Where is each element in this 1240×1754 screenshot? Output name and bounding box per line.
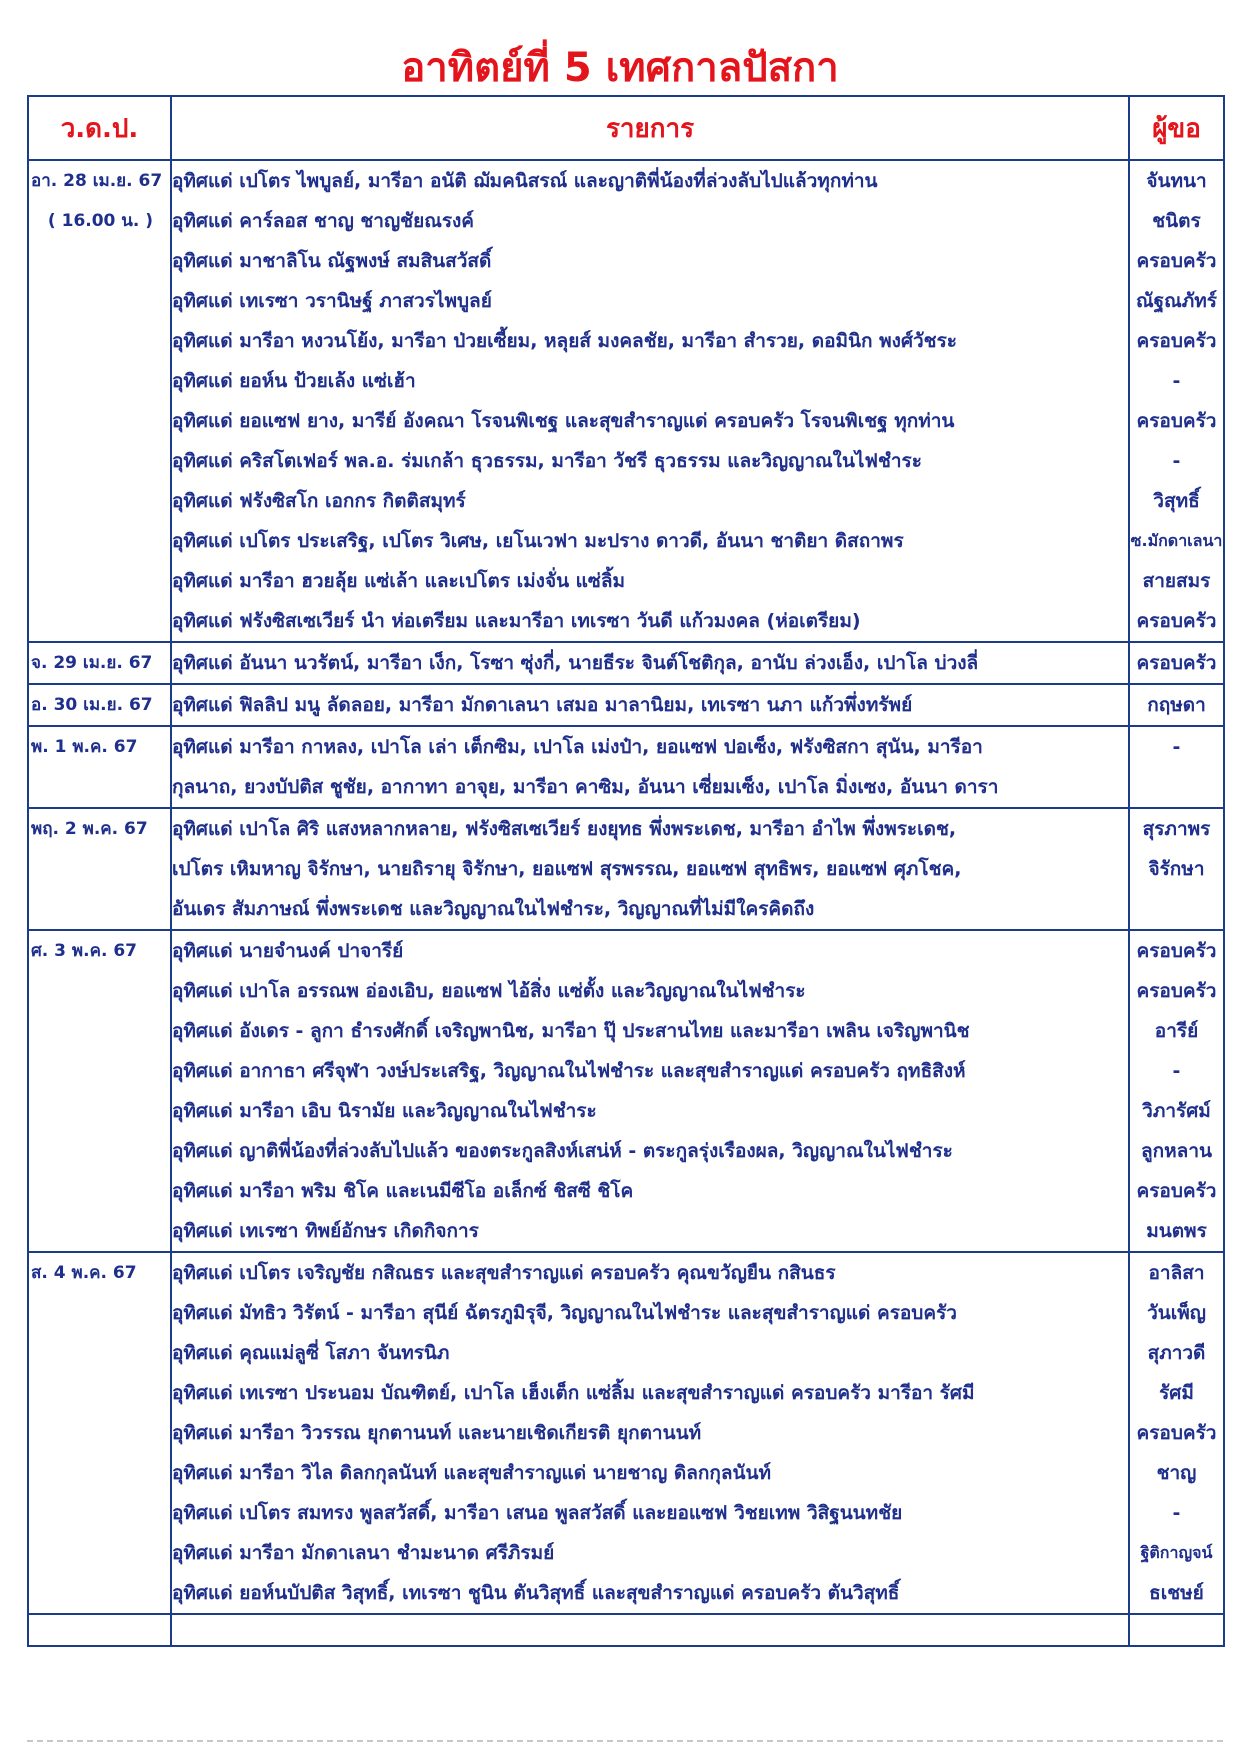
date-cell [28,726,171,808]
items-cell [171,808,1129,930]
requester-name: วิภารัศม์ [1142,1100,1211,1122]
date-label: ส. 4 พ.ค. 67 [31,1263,137,1283]
requester-name: ครอบครัว [1136,330,1217,352]
requester-name: ครอบครัว [1136,610,1217,632]
requester-name: ครอบครัว [1136,652,1217,674]
requester-cell [1129,808,1224,930]
intention-line: อุทิศแด่ คุณแม่ลูซี่ โสภา จันทรนิภ [172,1342,450,1364]
requester-name: ครอบครัว [1136,980,1217,1002]
intention-line: กุลนาถ, ยวงบัปติส ชูชัย, อากาทา อาจุย, มารีอา คาซิม, อันนา เซี่ยมเซ็ง, เปาโล มิ่งเซง, อันนา ดารา [172,776,999,798]
date-label: อา. 28 เม.ย. 67 [31,171,163,191]
intention-line: อุทิศแด่ เทเรซา วรานิษฐ์ ภาสวรไพบูลย์ [172,290,492,312]
requester-cell [1129,642,1224,684]
requester-cell [1129,684,1224,726]
table-row [28,930,1224,1252]
requester-name: อารีย์ [1154,1020,1199,1042]
requester-name: ธเชษย์ [1149,1582,1204,1604]
table-header-row [28,96,1224,160]
intention-line: อุทิศแด่ มารีอา พริม ชิโค และเนมีซีโอ อเล็กซ์ ชิสซี ชิโค [172,1180,634,1202]
intention-line: อุทิศแด่ อังเดร - ลูกา ธำรงศักดิ์ เจริญพานิช, มารีอา ปุ๊ ประสานไทย และมารีอา เพลิน เจริญพานิช [172,1020,970,1042]
requester-name: กฤษดา [1147,694,1206,716]
intention-line: อุทิศแด่ อากาธา ศรีจุฬา วงษ์ประเสริฐ, วิญญาณในไฟชำระ และสุขสำราญแด่ ครอบครัว ฤทธิสิงห์ [172,1060,966,1082]
page-title: อาทิตย์ที่ 5 เทศกาลปัสกา [401,45,839,91]
table-body [28,160,1224,1646]
intention-line: อันเดร สัมภาษณ์ พึ่งพระเดช และวิญญาณในไฟชำระ, วิญญาณที่ไม่มีใครคิดถึง [172,898,815,920]
intention-line: อุทิศแด่ ยอห์น ป้วยเล้ง แซ่เฮ้า [172,370,416,392]
requester-name: ชาญ [1156,1462,1197,1484]
requester-name: จันทนา [1146,170,1207,192]
requester-name: รัศมี [1159,1382,1194,1404]
intention-line: อุทิศแด่ เปโตร สมทรง พูลสวัสดิ์, มารีอา เสนอ พูลสวัสดิ์ และยอแซฟ วิชยเทพ วิสิฐนนทชัย [172,1502,903,1524]
mass-intention-table [27,95,1225,1647]
intention-line: อุทิศแด่ เปโตร เจริญชัย กสิณธร และสุขสำราญแด่ ครอบครัว คุณขวัญยืน กสินธร [172,1262,836,1284]
intention-line: อุทิศแด่ ฟรังซิสโก เอกกร กิตติสมุทร์ [172,490,466,512]
date-cell [28,684,171,726]
requester-name: - [1172,1060,1181,1082]
date-label: พฤ. 2 พ.ค. 67 [31,819,148,839]
requester-name: ชนิตร [1152,210,1201,232]
requester-name: ครอบครัว [1136,1422,1217,1444]
requester-name: - [1172,450,1181,472]
date-cell [28,930,171,1252]
table-row [28,684,1224,726]
date-cell [28,1252,171,1614]
date-label: จ. 29 เม.ย. 67 [31,653,153,673]
page-bottom-divider [27,1740,1223,1742]
intention-line: อุทิศแด่ เปาโล อรรณพ อ่องเอิบ, ยอแซฟ ไอ้สิ่ง แซ่ตั้ง และวิญญาณในไฟชำระ [172,980,806,1002]
intention-line: อุทิศแด่ ฟิลลิป มนู ลัดลอย, มารีอา มักดาเลนา เสมอ มาลานิยม, เทเรซา นภา แก้วพึ่งทรัพย์ [172,694,913,716]
intention-line: อุทิศแด่ ฟรังซิสเซเวียร์ นำ ห่อเตรียม และมารีอา เทเรซา วันดี แก้วมงคล (ห่อเตรียม) [172,610,861,632]
requester-name: สุรภาพร [1142,818,1211,840]
intention-line: อุทิศแด่ มารีอา วิวรรณ ยุกตานนท์ และนายเชิดเกียรติ ยุกตานนท์ [172,1422,702,1444]
requester-name: - [1172,370,1181,392]
requester-name: อาลิสา [1148,1262,1205,1284]
time-label: ( 16.00 น. ) [47,211,154,231]
header-requester: ผู้ขอ [1129,96,1224,160]
intention-line: อุทิศแด่ เทเรซา ประนอม บัณฑิตย์, เปาโล เฮ็งเต็ก แซ่ลิ้ม และสุขสำราญแด่ ครอบครัว มารีอา รัศมี [172,1382,975,1404]
requester-name: จิรักษา [1148,858,1205,880]
intention-line: อุทิศแด่ ญาติพี่น้องที่ล่วงลับไปแล้ว ของตระกูลสิงห์เสน่ห์ - ตระกูลรุ่งเรืองผล, วิญญาณในไฟชำระ [172,1140,953,1162]
intention-line: อุทิศแด่ มารีอา วิไล ดิลกกุลนันท์ และสุขสำราญแด่ นายชาญ ดิลกกุลนันท์ [172,1462,772,1484]
empty-row [28,1614,1224,1646]
requester-cell [1129,1252,1224,1614]
empty-cell [28,1614,171,1646]
header-date: ว.ด.ป. [28,96,171,160]
requester-name: วันเพ็ญ [1147,1302,1206,1324]
intention-line: อุทิศแด่ คริสโตเฟอร์ พล.อ. ร่มเกล้า ธุวธรรม, มารีอา วัชรี ธุวธรรม และวิญญาณในไฟชำระ [172,450,922,472]
items-cell [171,642,1129,684]
intention-line: อุทิศแด่ เปโตร ไพบูลย์, มารีอา อนัติ ฌัมคนิสรณ์ และญาติพี่น้องที่ล่วงลับไปแล้วทุกท่าน [172,170,878,192]
requester-name: - [1172,736,1181,758]
requester-name: ลูกหลาน [1141,1140,1212,1162]
requester-name: ครอบครัว [1136,250,1217,272]
intention-line: อุทิศแด่ นายจำนงค์ ปาจารีย์ [172,940,404,962]
table-row [28,160,1224,642]
requester-name: มนตพร [1146,1220,1207,1242]
requester-name: สุภาวดี [1147,1342,1206,1364]
table-row [28,808,1224,930]
date-label: ศ. 3 พ.ค. 67 [31,941,137,961]
date-cell [28,642,171,684]
intention-line: อุทิศแด่ ยอห์นบัปติส วิสุทธิ์, เทเรซา ชูนิน ตันวิสุทธิ์ และสุขสำราญแด่ ครอบครัว ตันวิสุทธิ์ [172,1582,900,1604]
items-cell [171,726,1129,808]
requester-name: ณัฐณภัทร์ [1136,290,1217,312]
requester-name: วิสุทธิ์ [1153,490,1200,512]
empty-cell [171,1614,1129,1646]
date-cell [28,160,171,642]
intention-line: อุทิศแด่ เปโตร ประเสริฐ, เปโตร วิเศษ, เยโนเวฟา มะปราง ดาวดี, อันนา ชาติยา ดิสถาพร [172,530,904,552]
requester-cell [1129,726,1224,808]
intention-line: อุทิศแด่ ยอแซฟ ยาง, มารีย์ อังคณา โรจนพิเชฐ และสุขสำราญแด่ ครอบครัว โรจนพิเชฐ ทุกท่าน [172,410,955,432]
intention-line: อุทิศแด่ อันนา นวรัตน์, มารีอา เง็ก, โรซา ซุ่งกี่, นายธีระ จินต์โชติกุล, อานับ ล่วงเอ็ง, เปาโล บ่วงลี่ [172,652,979,674]
intention-line: อุทิศแด่ มาชาลิโน ณัฐพงษ์ สมสินสวัสดิ์ [172,250,492,272]
intention-table-wrapper [27,95,1223,1647]
intention-line: อุทิศแด่ มารีอา มักดาเลนา ชำมะนาด ศรีภิรมย์ [172,1542,555,1564]
intention-line: อุทิศแด่ เทเรซา ทิพย์อักษร เกิดกิจการ [172,1220,479,1242]
empty-cell [1129,1614,1224,1646]
intention-line: อุทิศแด่ มารีอา กาหลง, เปาโล เล่า เต็กซิม, เปาโล เม่งป๋า, ยอแซฟ ปอเซ็ง, ฟรังซิสกา สุนัน, มารีอา [172,736,983,758]
items-cell [171,1252,1129,1614]
requester-name: สายสมร [1142,570,1211,592]
requester-name: ครอบครัว [1136,940,1217,962]
intention-line: อุทิศแด่ มัทธิว วิรัตน์ - มารีอา สุนีย์ ฉัตรภูมิรุจี, วิญญาณในไฟชำระ และสุขสำราญแด่ ครอบครัว [172,1302,957,1324]
intention-line: อุทิศแด่ เปาโล ศิริ แสงหลากหลาย, ฟรังซิสเซเวียร์ ยงยุทธ พึ่งพระเดช, มารีอา อำไพ พึ่งพระเดช, [172,818,957,840]
intention-line: อุทิศแด่ มารีอา ฮวยลุ้ย แซ่เล้า และเปโตร เม่งจั่น แซ่ลิ้ม [172,570,625,592]
intention-line: เปโตร เหิมหาญ จิรักษา, นายถิรายุ จิรักษา, ยอแซฟ สุรพรรณ, ยอแซฟ สุทธิพร, ยอแซฟ ศุภโชค, [172,858,962,880]
table-row [28,1252,1224,1614]
items-cell [171,684,1129,726]
date-cell [28,808,171,930]
requester-name: ครอบครัว [1136,410,1217,432]
table-row [28,642,1224,684]
requester-name: ซ.มักดาเลนา [1130,531,1223,550]
date-label: พ. 1 พ.ค. 67 [31,737,138,757]
table-row [28,726,1224,808]
requester-name: ครอบครัว [1136,1180,1217,1202]
requester-cell [1129,930,1224,1252]
date-label: อ. 30 เม.ย. 67 [31,695,153,715]
header-items: รายการ [171,96,1129,160]
requester-name: ฐิติกาญจน์ [1140,1543,1213,1562]
items-cell [171,160,1129,642]
items-cell [171,930,1129,1252]
intention-line: อุทิศแด่ คาร์ลอส ชาญ ชาญชัยณรงค์ [172,210,475,232]
intention-line: อุทิศแด่ มารีอา หงวนโย้ง, มารีอา ป่วยเซี้ยม, หลุยส์ มงคลชัย, มารีอา สำรวย, ดอมินิก พงศ์วัชระ [172,330,957,352]
intention-line: อุทิศแด่ มารีอา เอิบ นิรามัย และวิญญาณในไฟชำระ [172,1100,597,1122]
requester-name: - [1172,1502,1181,1524]
requester-cell [1129,160,1224,642]
